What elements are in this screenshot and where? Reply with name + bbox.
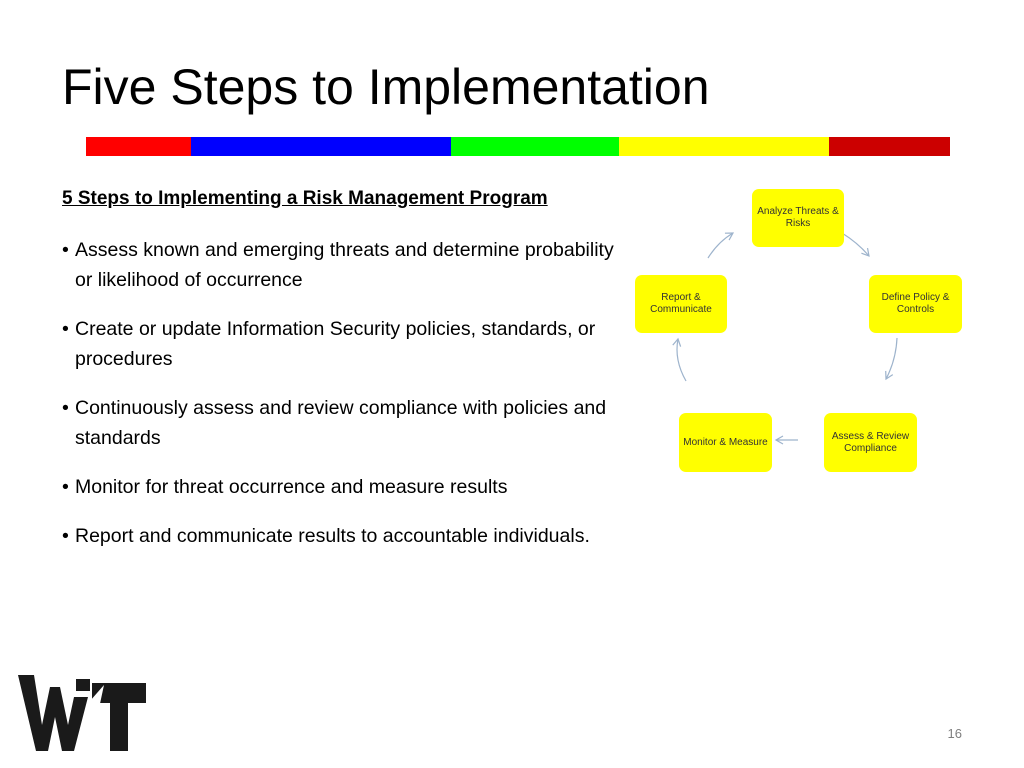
arrow-analyze-to-define [842, 233, 869, 256]
arrow-report-to-analyze [708, 233, 733, 258]
bullet-dot: • [62, 397, 69, 419]
arrow-monitor-to-report [677, 339, 686, 381]
bullet-text: Report and communicate results to accountable individuals. [75, 525, 590, 547]
bullet-dot: • [62, 476, 69, 498]
bullet-dot: • [62, 239, 69, 261]
bullet-dot: • [62, 525, 69, 547]
bullet-dot: • [62, 318, 69, 340]
cycle-node-analyze: Analyze Threats & Risks [752, 189, 844, 247]
cycle-node-define: Define Policy & Controls [869, 275, 962, 333]
cycle-node-assess: Assess & Review Compliance [824, 413, 917, 472]
bullet-text: Monitor for threat occurrence and measure results [75, 476, 508, 498]
bullet-text: Assess known and emerging threats and determine probability or likelihood of occurrence [75, 239, 614, 291]
cycle-node-report: Report & Communicate [635, 275, 727, 333]
page-number: 16 [947, 726, 962, 741]
cycle-node-monitor: Monitor & Measure [679, 413, 772, 472]
bullet-text: Create or update Information Security policies, standards, or procedures [75, 318, 596, 370]
slide-title: Five Steps to Implementation [62, 59, 710, 115]
section-subheading: 5 Steps to Implementing a Risk Management Program [62, 188, 548, 209]
bullet-text: Continuously assess and review compliance with policies and standards [75, 397, 607, 449]
arrow-define-to-assess [886, 338, 897, 379]
wit-logo [18, 673, 148, 753]
